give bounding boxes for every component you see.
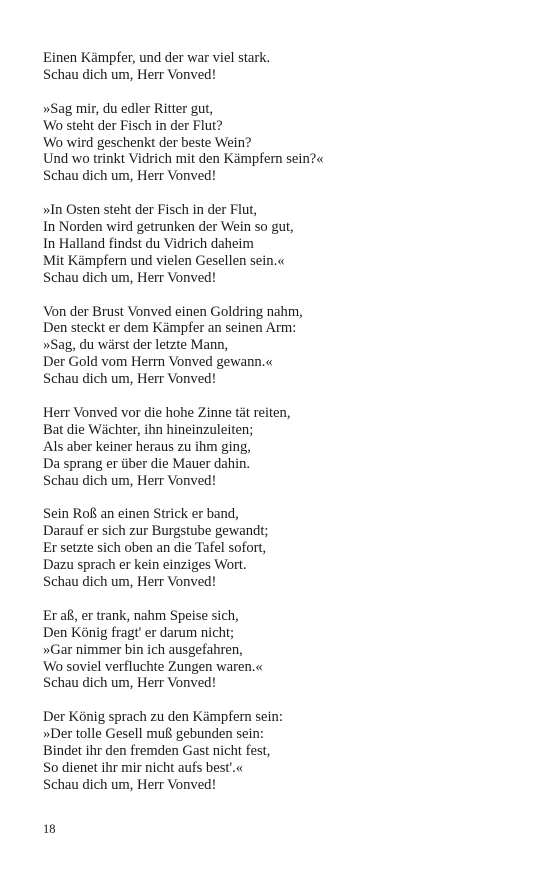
stanza-3 [43,202,513,287]
stanza-7 [43,608,513,693]
poem-line: Der König sprach zu den Kämpfern sein: [43,709,283,726]
poem-line: Bindet ihr den fremden Gast nicht fest, [43,743,271,760]
poem-line: Der Gold vom Herrn Vonved gewann.« [43,354,273,371]
poem-line: »Sag, du wärst der letzte Mann, [43,337,229,354]
stanza-8 [43,709,513,794]
poem-line: Von der Brust Vonved einen Goldring nahm, [43,303,303,320]
poem-line: Er setzte sich oben an die Tafel sofort, [43,540,267,557]
poem-line: Wo steht der Fisch in der Flut? [43,117,223,134]
poem-line: »Der tolle Gesell muß gebunden sein: [43,726,264,743]
poem-line: Den steckt er dem Kämpfer an seinen Arm: [43,320,297,337]
poem-line: In Norden wird getrunken der Wein so gut, [43,219,294,236]
poem-line: Sein Roß an einen Strick er band, [43,506,239,523]
poem-line: Herr Vonved vor die hohe Zinne tät reiten, [43,404,291,421]
poem-line: Einen Kämpfer, und der war viel stark. [43,50,271,66]
poem-line: Mit Kämpfern und vielen Gesellen sein.« [43,252,285,269]
stanza-6 [43,506,513,591]
stanza-2 [43,101,513,186]
poem-line: »In Osten steht der Fisch in der Flut, [43,202,258,219]
stanza-5 [43,405,513,490]
poem-line: »Gar nimmer bin ich ausgefahren, [43,641,243,658]
stanza-4 [43,304,513,389]
poem-line: Und wo trinkt Vidrich mit den Kämpfern sein?« [43,151,324,168]
poem-line: Als aber keiner heraus zu ihm ging, [43,438,251,455]
page-number: 18 [43,822,56,836]
refrain-line: Schau dich um, Herr Vonved! [43,168,217,185]
refrain-line: Schau dich um, Herr Vonved! [43,269,217,286]
poem-line: Darauf er sich zur Burgstube gewandt; [43,523,269,540]
refrain-line: Schau dich um, Herr Vonved! [43,675,217,692]
refrain-line: Schau dich um, Herr Vonved! [43,776,217,793]
poem-line: Dazu sprach er kein einziges Wort. [43,557,247,574]
refrain-line: Schau dich um, Herr Vonved! [43,574,217,591]
poem-line: Er aß, er trank, nahm Speise sich, [43,607,239,624]
poem-line: Den König fragt' er darum nicht; [43,624,235,641]
poem-line: Da sprang er über die Mauer dahin. [43,455,251,472]
refrain-line: Schau dich um, Herr Vonved! [43,472,217,489]
poem-line: »Sag mir, du edler Ritter gut, [43,100,214,117]
poem-body [43,50,513,811]
poem-line: In Halland findst du Vidrich daheim [43,235,254,252]
refrain-line: Schau dich um, Herr Vonved! [43,66,217,83]
stanza-1 [43,50,513,84]
poem-line: So dienet ihr mir nicht aufs best'.« [43,759,244,776]
poem-line: Bat die Wächter, ihn hineinzuleiten; [43,421,254,438]
poem-line: Wo soviel verfluchte Zungen waren.« [43,658,263,675]
poem-line: Wo wird geschenkt der beste Wein? [43,134,252,151]
refrain-line: Schau dich um, Herr Vonved! [43,371,217,388]
